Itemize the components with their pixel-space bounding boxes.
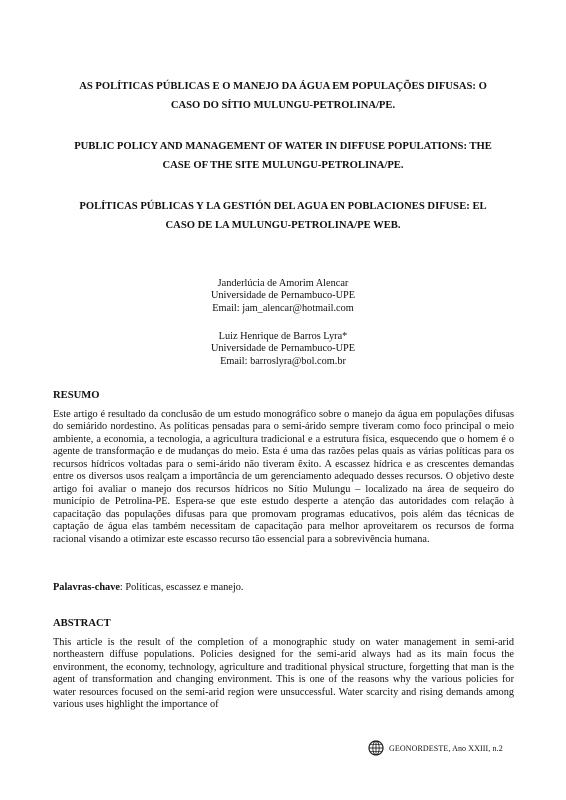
- title-english: [52, 137, 514, 175]
- title-portuguese: [52, 77, 514, 115]
- page-footer: [368, 738, 503, 758]
- author-email: Email: barroslyra@bol.com.br: [220, 355, 346, 367]
- author-block: [120, 331, 446, 368]
- title-line: POLÍTICAS PÚBLICAS Y LA GESTIÓN DEL AGUA EN POBLACIONES DIFUSE: EL: [79, 201, 487, 212]
- resumo-body: Este artigo é resultado da conclusão de um estudo monográfico sobre o manejo da água em populações difusas do semiárido nordestino. As políticas pensadas para o semi-árido sempre tiveram como foco principal o meio ambiente, a economia, a tecnologia, a agricultura tradicional e a estrutura física, esquecendo que o homem é o agente de transformação e de mudanças do meio. Esta é uma das razões pelas quais as várias políticas para os recursos hídricos voltadas para o semi-árido não tiveram êxito. A escassez hídrica e as crescentes demandas entre os diversos usos realçam a importância de um gerenciamento adequado desses recursos. O objetivo deste artigo foi avaliar o manejo dos recursos hídricos no Sítio Mulungu – localizado na área de sequeiro do município de Petrolina-PE. Espera-se que este estudo desperte a atenção das autoridades com relação à capacitação das populações difusas para que promovam programas educativos, pois além das técnicas de captação de água elas também necessitam de capacitação para melhor aproveitarem os recursos de forma racional visando a otimizar este escasso recurso tão essencial para a sobrevivência humana.: [53, 409, 514, 545]
- author-email: Email: jam_alencar@hotmail.com: [212, 302, 354, 314]
- abstract-heading: ABSTRACT: [53, 618, 111, 629]
- journal-footer-text: GEONORDESTE, Ano XXIII, n.2: [389, 743, 503, 753]
- resumo-heading: RESUMO: [53, 390, 100, 401]
- title-line: PUBLIC POLICY AND MANAGEMENT OF WATER IN DIFFUSE POPULATIONS: THE: [74, 141, 492, 152]
- title-line: AS POLÍTICAS PÚBLICAS E O MANEJO DA ÁGUA EM POPULAÇÕES DIFUSAS: O: [79, 81, 487, 92]
- author-name: Luiz Henrique de Barros Lyra*: [218, 331, 348, 342]
- author-block: [120, 278, 446, 315]
- title-spanish: [52, 197, 514, 235]
- abstract-body: This article is the result of the completion of a monographic study on water management in semi-arid northeastern diffuse populations. Policies designed for the semi-arid always had as its main focus the environment, the economy, technology, agriculture and traditional physical structure, forgetting that man is the agent of transformation and changing environment. This is one of the reasons why the various policies for water resources focused on the semi-arid region were unsuccessful. Water scarcity and rising demands among various uses highlight the importance of: [53, 637, 514, 711]
- author-affiliation: Universidade de Pernambuco-UPE: [210, 290, 356, 302]
- author-affiliation: Universidade de Pernambuco-UPE: [210, 343, 356, 355]
- author-name: Janderlúcia de Amorim Alencar: [217, 278, 349, 289]
- globe-logo-icon: [368, 740, 384, 756]
- title-line: CASE OF THE SITE MULUNGU-PETROLINA/PE.: [162, 160, 404, 171]
- keywords-label: Palavras-chave: [53, 582, 120, 593]
- keywords-values: : Políticas, escassez e manejo.: [119, 582, 244, 593]
- title-line: CASO DO SÍTIO MULUNGU-PETROLINA/PE.: [170, 100, 396, 111]
- keywords-line: [53, 582, 243, 593]
- title-line: CASO DE LA MULUNGU-PETROLINA/PE WEB.: [165, 220, 401, 231]
